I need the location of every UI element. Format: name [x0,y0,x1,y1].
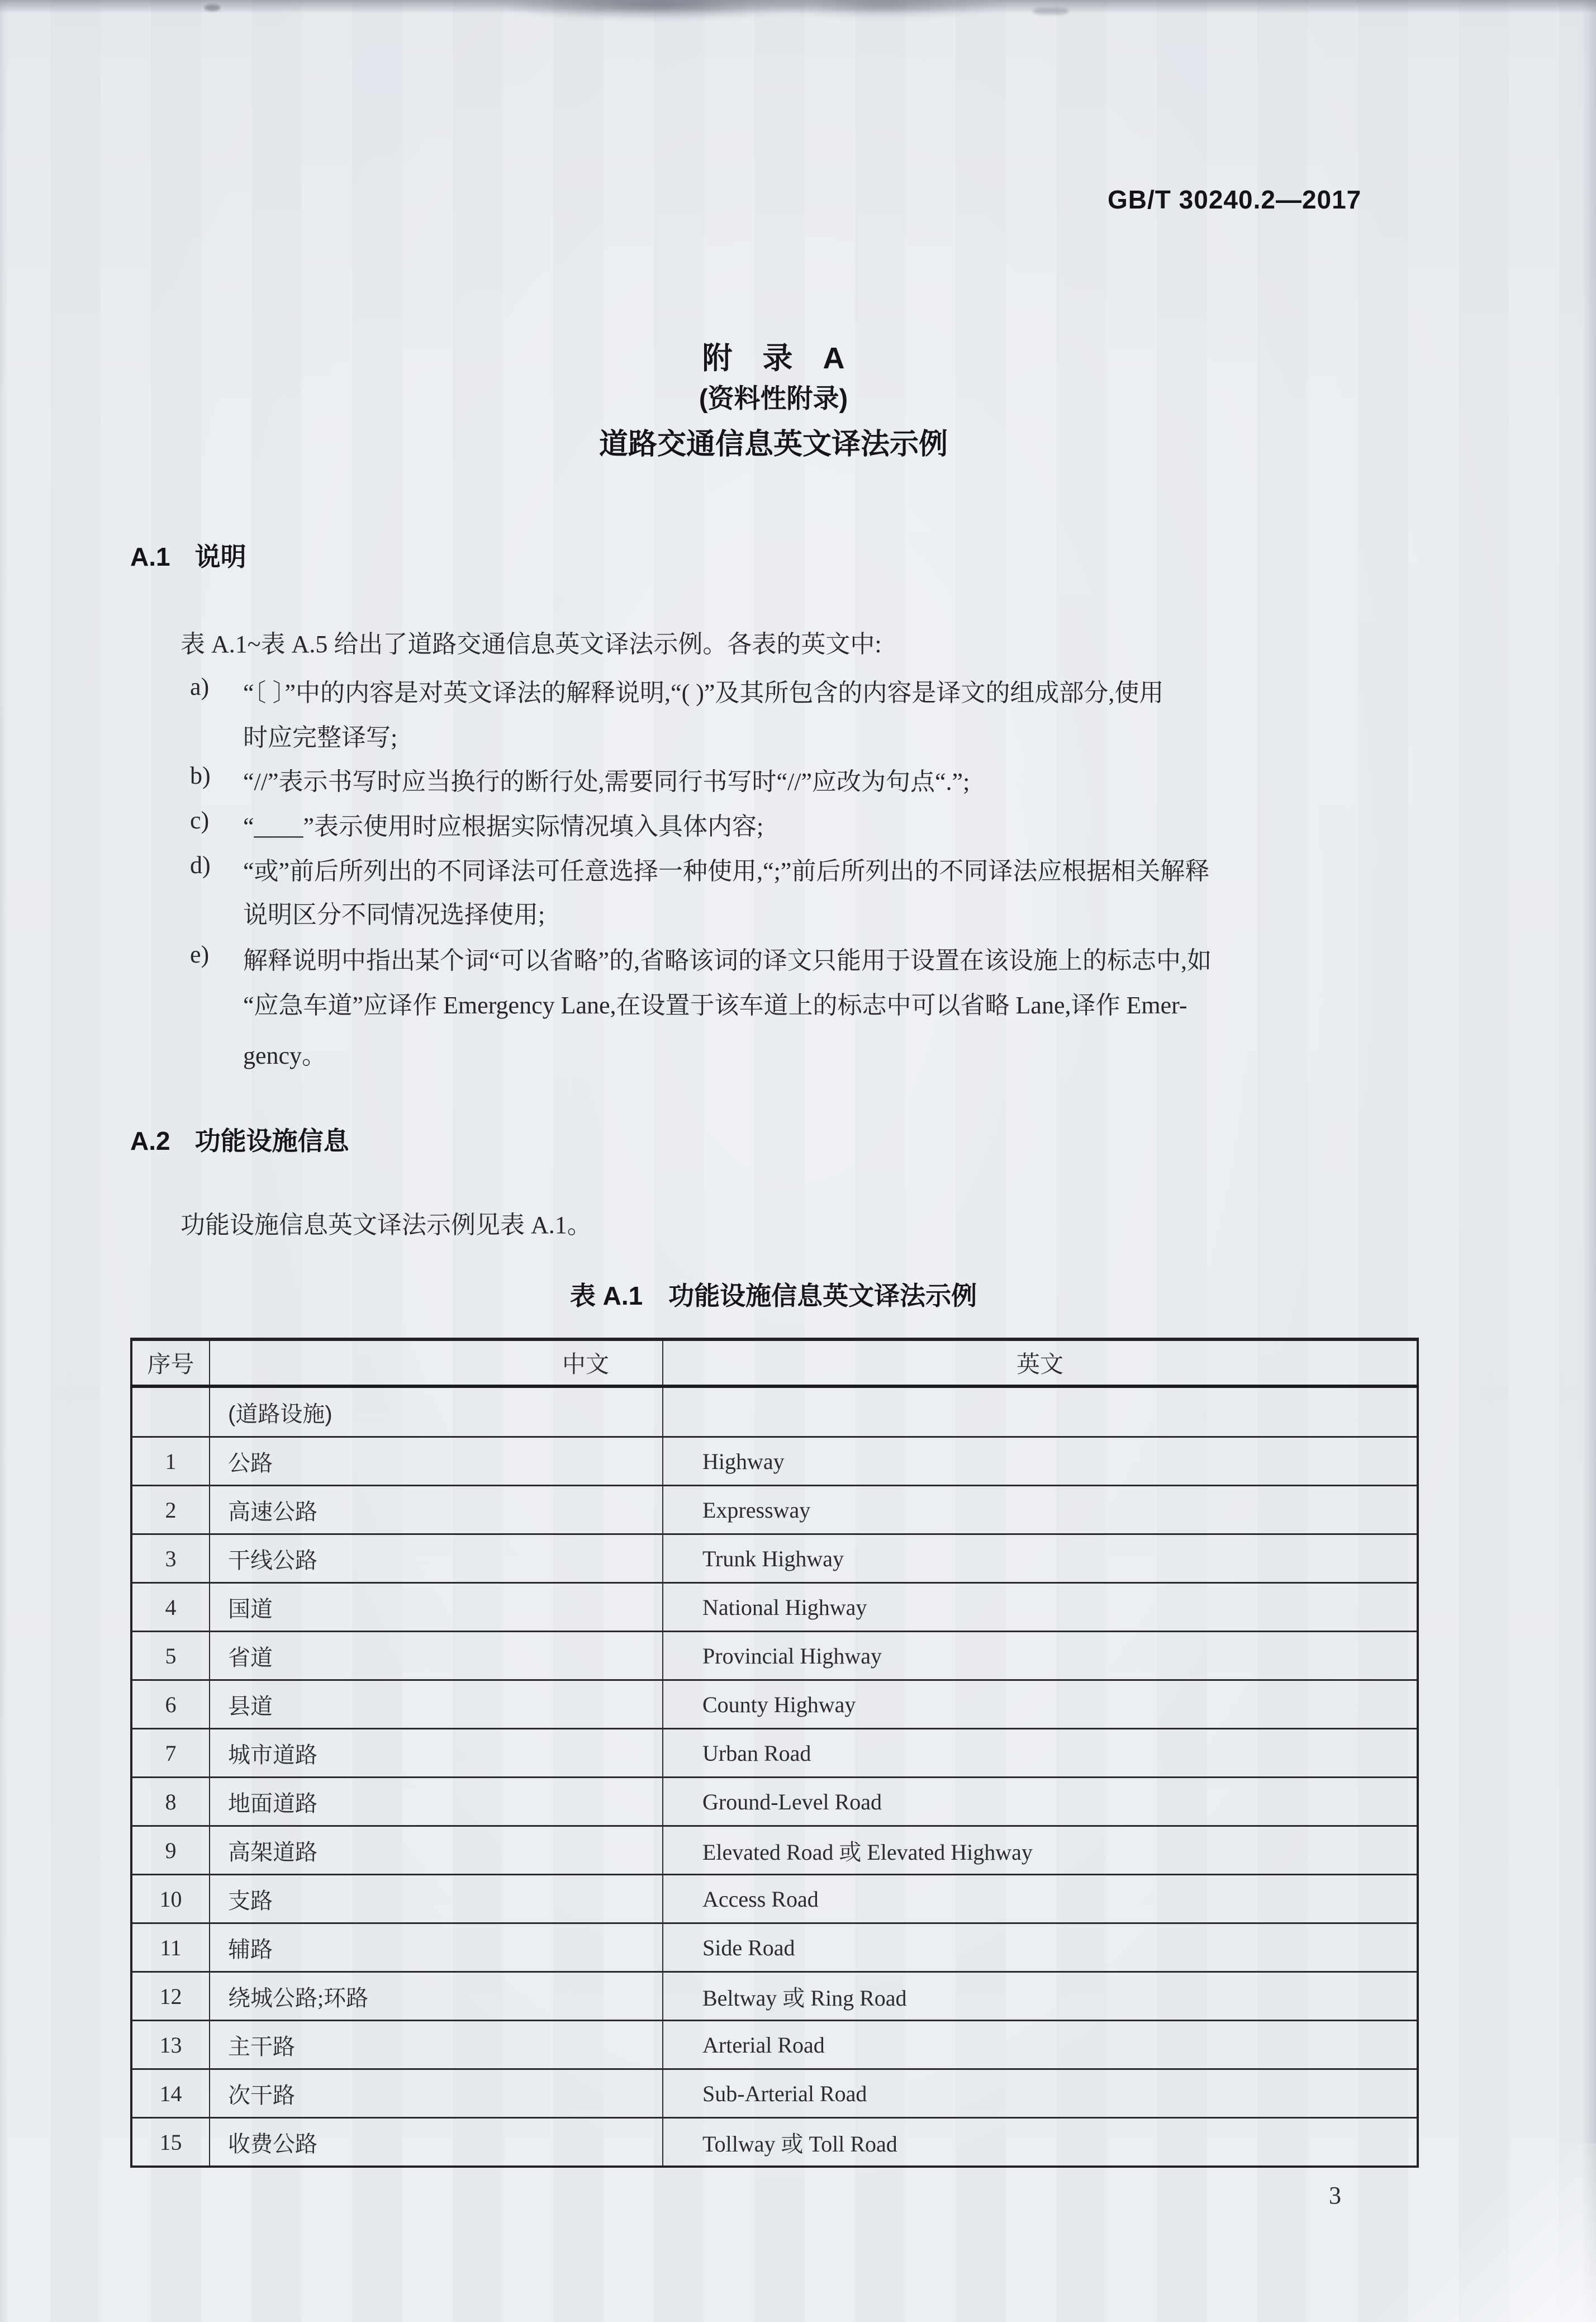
chinese-cell: 收费公路 [210,2118,663,2167]
row-num-cell: 12 [131,1972,210,2021]
english-cell: Arterial Road [663,2021,1418,2069]
english-cell: Provincial Highway [663,1632,1418,1680]
list-item-line: 解释说明中指出某个词“可以省略”的,省略该词的译文只能用于设置在该设施上的标志中,如 [243,947,1212,974]
row-num-cell: 15 [131,2118,210,2167]
row-num-cell: 8 [131,1778,210,1826]
column-header-chinese: 中文 [210,1339,663,1386]
row-num-cell: 1 [131,1437,210,1486]
list-item-line: 时应完整译写; [243,724,398,751]
chinese-cell: 公路 [210,1437,663,1486]
table-row [131,1923,1418,1972]
table-row [131,2118,1418,2167]
scan-edge-shadow [1581,0,1596,2322]
list-item-line: “应急车道”应译作 Emergency Lane,在设置于该车道上的标志中可以省略 Lane,译作 Emer- [243,992,1188,1019]
english-cell: Beltway 或 Ring Road [663,1972,1418,2021]
list-item-line: “〔 〕”中的内容是对英文译法的解释说明,“( )”及其所包含的内容是译文的组成部分,使用 [243,679,1164,707]
row-num-cell: 3 [131,1534,210,1583]
table-row [131,1680,1418,1729]
section-a1-title: 说明 [194,542,246,571]
row-num-cell: 13 [131,2021,210,2069]
chinese-cell: 主干路 [210,2021,663,2069]
appendix-name: 道路交通信息英文译法示例 [598,428,948,461]
list-item-line: “或”前后所列出的不同译法可任意选择一种使用,“;”前后所列出的不同译法应根据相关解释 [243,857,1210,885]
english-cell: County Highway [663,1680,1418,1729]
english-cell: Elevated Road 或 Elevated Highway [663,1826,1418,1875]
english-cell: Tollway 或 Toll Road [663,2118,1418,2167]
chinese-cell: 支路 [210,1875,663,1923]
scan-smudge [760,0,1006,18]
table-row [131,2021,1418,2069]
list-item-line: “____”表示使用时应根据实际情况填入具体内容; [243,813,764,840]
list-item-label: c) [190,807,210,834]
scan-mark [205,4,220,11]
chinese-cell: 国道 [210,1583,663,1632]
section-a2-title: 功能设施信息 [194,1126,349,1155]
english-cell: Expressway [663,1486,1418,1534]
english-cell: National Highway [663,1583,1418,1632]
table-row [131,1826,1418,1875]
table-row [131,1632,1418,1680]
row-num-cell: 6 [131,1680,210,1729]
list-item-label: a) [190,673,210,700]
chinese-cell: 高速公路 [210,1486,663,1534]
table-row [131,1486,1418,1534]
row-num-cell: 2 [131,1486,210,1534]
section-a2-number: A.2 [130,1126,170,1155]
chinese-cell: 城市道路 [210,1729,663,1778]
a2-paragraph: 功能设施信息英文译法示例见表 A.1。 [180,1211,592,1239]
appendix-subtitle: (资料性附录) [699,383,848,413]
chinese-cell: 高架道路 [210,1826,663,1875]
table-row [131,1583,1418,1632]
scan-mark [1033,8,1068,15]
english-cell: Highway [663,1437,1418,1486]
english-cell: Ground-Level Road [663,1778,1418,1826]
group-label-cell: (道路设施) [210,1386,663,1437]
english-cell: Urban Road [663,1729,1418,1778]
list-item-line: gency。 [243,1042,327,1069]
column-header-english: 英文 [663,1339,1418,1386]
table-row [131,2069,1418,2118]
chinese-cell: 县道 [210,1680,663,1729]
row-num-cell: 10 [131,1875,210,1923]
chinese-cell: 地面道路 [210,1778,663,1826]
table-row [131,1437,1418,1486]
list-item-line: 说明区分不同情况选择使用; [243,901,545,928]
row-num-cell: 9 [131,1826,210,1875]
english-cell: Access Road [663,1875,1418,1923]
row-num-cell: 4 [131,1583,210,1632]
list-item-label: e) [190,941,210,968]
table-row [131,1972,1418,2021]
table-row [131,1534,1418,1583]
table-header-row [131,1339,1418,1386]
table-group-row [131,1386,1418,1437]
standard-code: GB/T 30240.2—2017 [1108,185,1362,214]
row-num-cell: 7 [131,1729,210,1778]
table-row [131,1875,1418,1923]
page-number: 3 [1329,2182,1341,2209]
table-caption: 表 A.1 功能设施信息英文译法示例 [569,1281,977,1310]
scan-edge-shadow [0,0,8,2322]
list-item-label: d) [190,851,211,879]
list-item-label: b) [190,762,211,789]
chinese-cell: 辅路 [210,1923,663,1972]
english-cell: Sub-Arterial Road [663,2069,1418,2118]
list-item-line: “//”表示书写时应当换行的断行处,需要同行书写时“//”应改为句点“.”; [243,768,970,795]
row-num-cell: 14 [131,2069,210,2118]
english-cell: Side Road [663,1923,1418,1972]
section-a2-heading [130,1121,349,1158]
a1-intro: 表 A.1~表 A.5 给出了道路交通信息英文译法示例。各表的英文中: [180,631,882,658]
chinese-cell: 干线公路 [210,1534,663,1583]
table-a1 [130,1338,1419,2168]
chinese-cell: 次干路 [210,2069,663,2118]
section-a1-heading [130,537,246,574]
english-cell: Trunk Highway [663,1534,1418,1583]
table-row [131,1778,1418,1826]
appendix-title: 附 录 A [702,342,845,375]
section-a1-number: A.1 [130,542,170,571]
chinese-cell: 绕城公路;环路 [210,1972,663,2021]
column-header-index: 序号 [131,1339,210,1386]
english-cell [663,1386,1418,1437]
row-num-cell: 5 [131,1632,210,1680]
chinese-cell: 省道 [210,1632,663,1680]
row-num-cell: 11 [131,1923,210,1972]
row-num-cell [131,1386,210,1437]
page-curl [1361,2143,1596,2322]
table-row [131,1729,1418,1778]
